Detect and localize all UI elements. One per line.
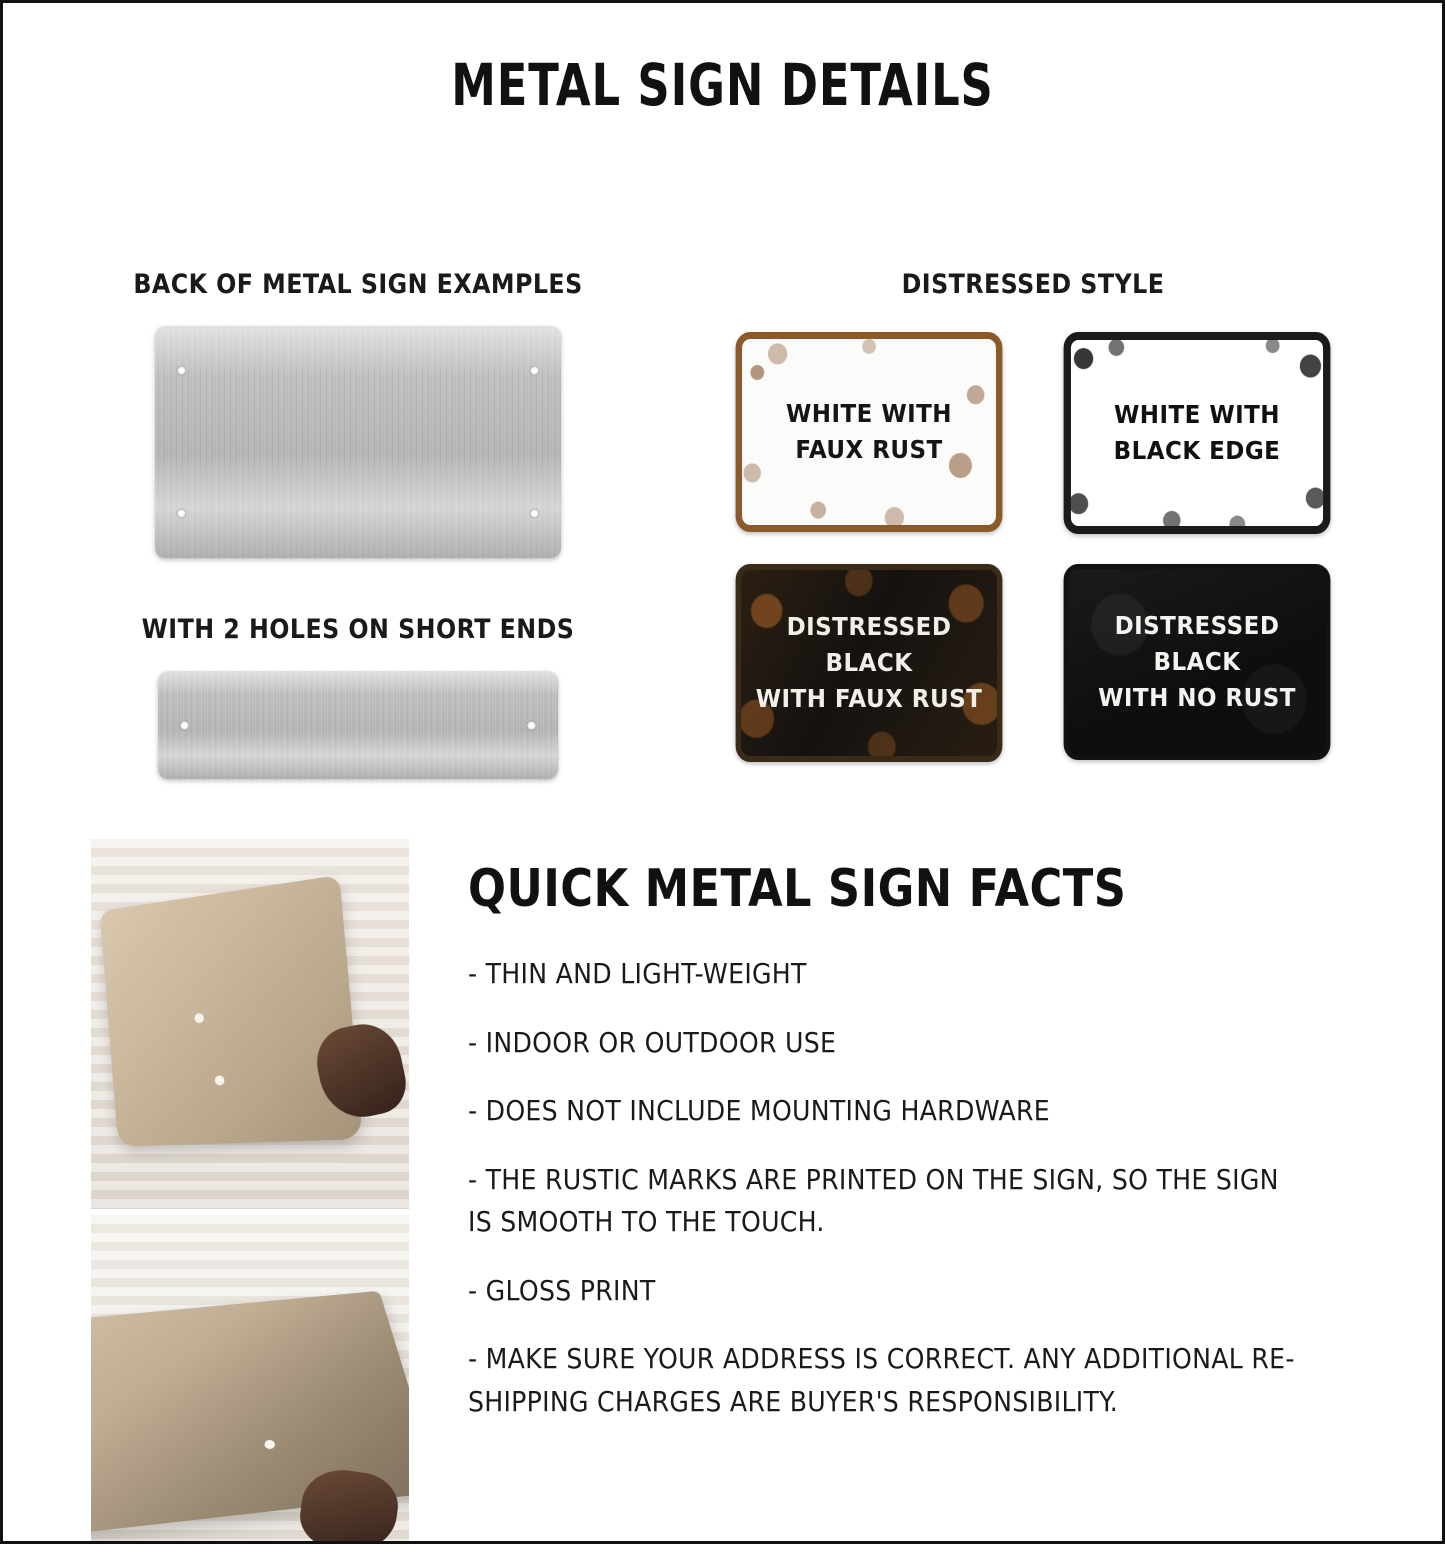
fact-item: - GLOSS PRINT bbox=[468, 1273, 656, 1307]
mounting-hole-icon bbox=[177, 366, 186, 375]
sign-label-line1: DISTRESSED BLACK bbox=[786, 611, 952, 677]
quick-facts-section bbox=[3, 839, 1442, 1418]
sign-label-line2: BLACK EDGE bbox=[1113, 436, 1281, 465]
two-holes-heading: WITH 2 HOLES ON SHORT ENDS bbox=[141, 614, 575, 645]
sign-label-line1: DISTRESSED BLACK bbox=[1114, 610, 1280, 676]
photo-hand-holding-sign-angled bbox=[91, 1215, 409, 1544]
sign-sample-distressed-black-no-rust bbox=[1064, 564, 1331, 760]
back-examples-heading: BACK OF METAL SIGN EXAMPLES bbox=[133, 269, 583, 300]
fact-item: - INDOOR OR OUTDOOR USE bbox=[468, 1025, 837, 1059]
mounting-hole-icon bbox=[527, 721, 536, 730]
sign-label-line1: WHITE WITH bbox=[785, 398, 953, 428]
mounting-hole-icon bbox=[194, 1013, 204, 1024]
mounting-hole-icon bbox=[177, 509, 186, 518]
sign-sample-distressed-black-faux-rust bbox=[736, 564, 1003, 762]
sign-sample-white-faux-rust bbox=[736, 332, 1003, 532]
mounting-hole-icon bbox=[264, 1439, 276, 1449]
facts-title: QUICK METAL SIGN FACTS bbox=[468, 859, 1127, 919]
photo-hand-holding-sign-front bbox=[91, 839, 409, 1209]
fact-item: - THIN AND LIGHT-WEIGHT bbox=[468, 957, 807, 990]
sign-label-line1: WHITE WITH bbox=[1113, 399, 1281, 429]
sign-sample-white-black-edge bbox=[1064, 332, 1331, 534]
fact-item: - DOES NOT INCLUDE MOUNTING HARDWARE bbox=[468, 1094, 1050, 1128]
large-plate-wrapper bbox=[63, 326, 653, 558]
sign-label-line2: WITH FAUX RUST bbox=[755, 684, 983, 714]
large-back-plate bbox=[155, 326, 561, 558]
thin-plate-wrapper bbox=[63, 671, 653, 779]
mounting-hole-icon bbox=[530, 509, 539, 518]
mounting-hole-icon bbox=[214, 1075, 224, 1086]
mounting-hole-icon bbox=[530, 366, 539, 375]
distressed-style-column bbox=[683, 269, 1383, 762]
thin-back-plate bbox=[158, 671, 558, 779]
distressed-style-grid bbox=[683, 332, 1383, 762]
fact-item: - MAKE SURE YOUR ADDRESS IS CORRECT. ANY ADDITIONAL RE-SHIPPING CHARGES ARE BUYER'S RESPONSIBILITY. bbox=[468, 1342, 1295, 1418]
top-section bbox=[3, 119, 1442, 779]
metal-sheet-shape bbox=[100, 875, 363, 1147]
mounting-hole-icon bbox=[180, 721, 189, 730]
back-of-sign-examples-column bbox=[63, 269, 653, 779]
sign-label-line2: FAUX RUST bbox=[795, 435, 943, 464]
distressed-style-heading: DISTRESSED STYLE bbox=[901, 269, 1165, 300]
product-photos bbox=[91, 839, 409, 1544]
facts-list bbox=[468, 859, 1388, 1449]
page-title: METAL SIGN DETAILS bbox=[451, 51, 994, 119]
sign-label-line2: WITH NO RUST bbox=[1098, 683, 1296, 713]
fact-item: - THE RUSTIC MARKS ARE PRINTED ON THE SIGN, SO THE SIGN IS SMOOTH TO THE TOUCH. bbox=[468, 1162, 1279, 1239]
